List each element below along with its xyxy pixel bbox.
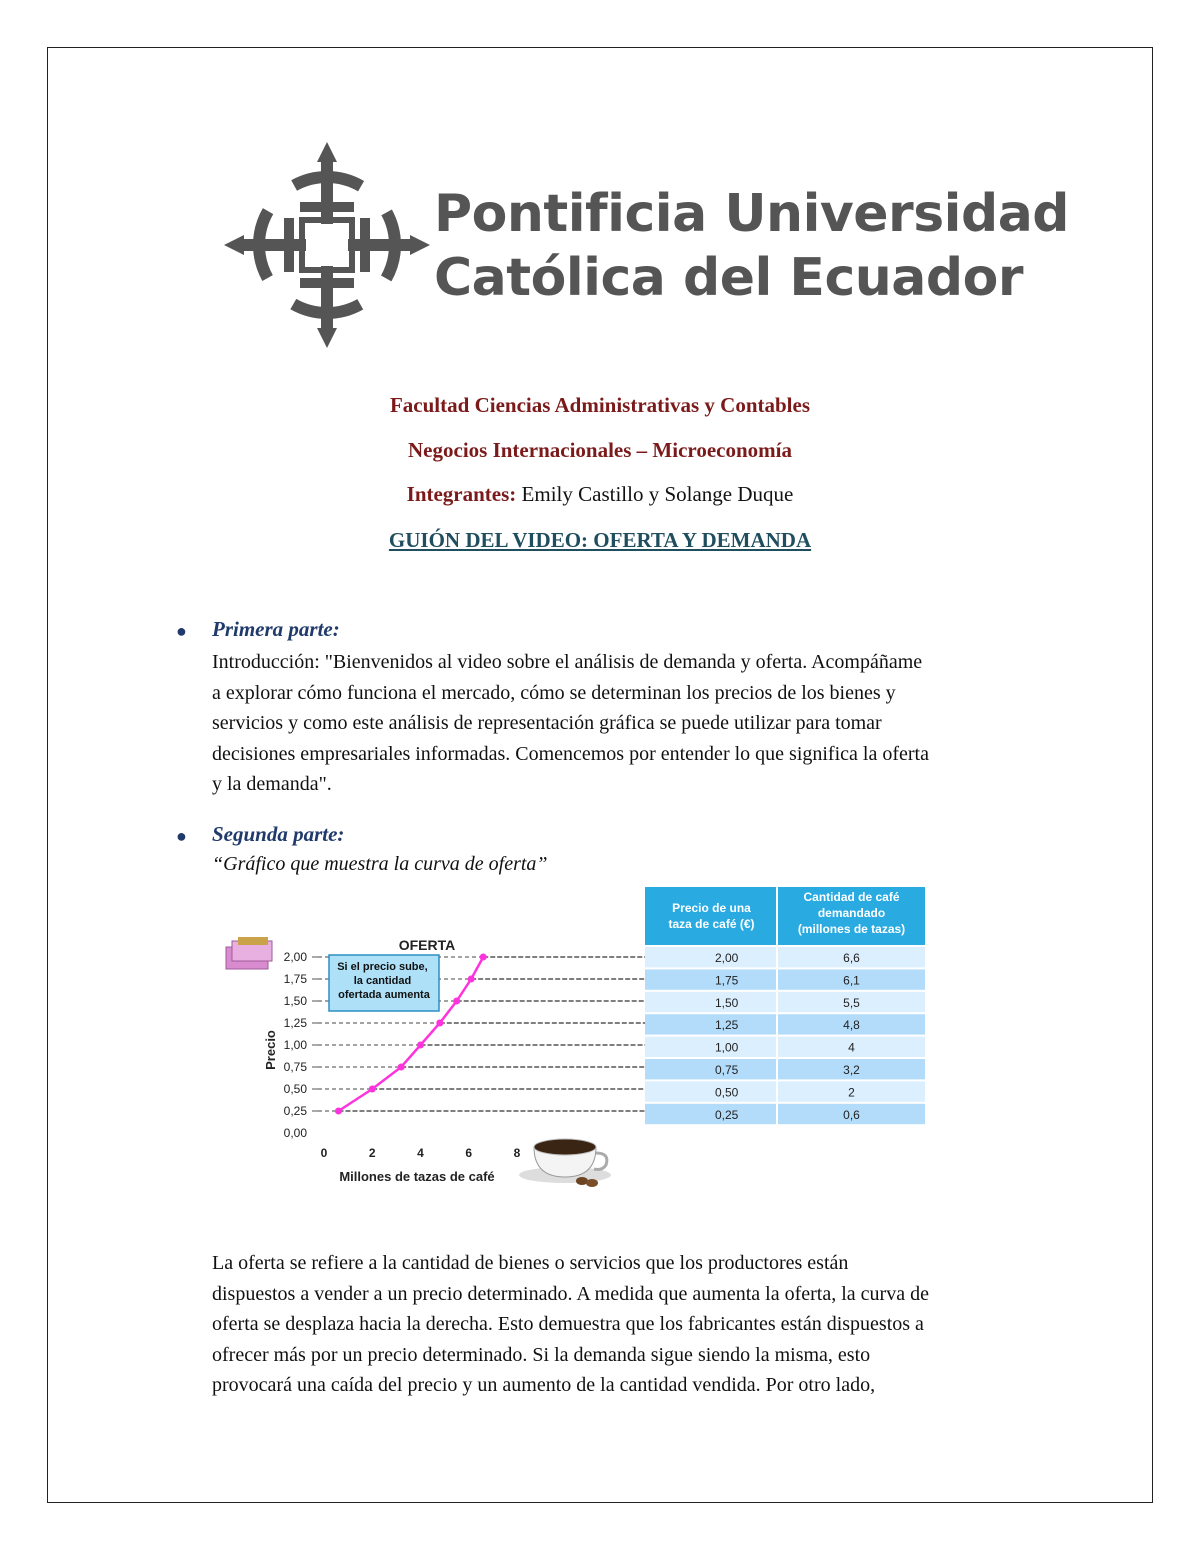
cross-emblem-icon	[222, 140, 432, 350]
table-price-cell: 1,25	[715, 1018, 739, 1033]
table-price-cell: 1,75	[715, 973, 739, 988]
chart-caption: “Gráfico que muestra la curva de oferta”	[212, 853, 548, 875]
table-header-cell	[645, 887, 776, 945]
text-line: dispuestos a vender a un precio determinado. A medida que aumenta la oferta, la curva de	[212, 1282, 929, 1305]
section-1-paragraph	[212, 647, 1072, 800]
y-tick-label: 1,75	[283, 972, 307, 986]
logo-line-1: Pontificia Universidad	[434, 184, 1070, 244]
table-quantity-cell: 5,5	[843, 995, 860, 1010]
table-row-cell	[645, 1104, 776, 1124]
text-line: Introducción: "Bienvenidos al video sobre el análisis de demanda y oferta. Acompáñame	[212, 651, 923, 673]
table-row-cell	[645, 1059, 776, 1079]
table-price-cell: 2,00	[715, 951, 739, 965]
faculty-name: Facultad Ciencias Administrativas y Contables	[389, 393, 811, 417]
x-tick-label: 2	[368, 1146, 376, 1160]
document-title: GUIÓN DEL VIDEO: OFERTA Y DEMANDA	[388, 528, 812, 552]
y-tick-label: 0,00	[283, 1126, 307, 1140]
y-tick-label: 0,25	[283, 1104, 307, 1118]
coffee-cup-icon	[519, 1139, 611, 1187]
table-price-cell: 0,75	[715, 1063, 739, 1077]
table-price-cell: 1,00	[715, 1040, 739, 1055]
bullet-icon: ●	[176, 621, 187, 641]
annotation-line: Si el precio sube,	[337, 961, 428, 973]
supply-chart	[212, 885, 942, 1190]
university-name	[434, 182, 1069, 310]
text-line: La oferta se refiere a la cantidad de bienes o servicios que los productores están	[212, 1252, 849, 1274]
supply-data-point	[398, 1064, 405, 1071]
annotation-line: la cantidad	[353, 975, 412, 987]
supply-data-point	[369, 1086, 376, 1093]
members-names: Emily Castillo y Solange Duque	[516, 482, 794, 506]
x-tick-label: 6	[465, 1146, 473, 1160]
y-tick-label: 0,75	[283, 1060, 307, 1074]
annotation-box	[329, 955, 439, 1011]
text-line: a explorar cómo funciona el mercado, cómo se determinan los precios de los bienes y	[212, 681, 896, 704]
bullet-icon: ●	[176, 826, 187, 846]
x-tick-label: 4	[417, 1146, 424, 1160]
text-line: y la demanda".	[212, 773, 332, 795]
x-tick-label: 0	[320, 1146, 328, 1160]
table-quantity-cell: 6,6	[843, 951, 860, 965]
y-tick-label: 0,50	[283, 1082, 307, 1096]
supply-data-point	[480, 954, 487, 961]
program-name: Negocios Internacionales – Microeconomía	[408, 438, 792, 462]
table-row-cell	[645, 1037, 776, 1057]
text-line: ofrecer más por un precio determinado. Si la demanda sigue siendo la misma, esto	[212, 1343, 871, 1366]
text-line: oferta se desplaza hacia la derecha. Esto demuestra que los fabricantes están dispuestos a	[212, 1313, 924, 1335]
table-quantity-cell: 4	[848, 1040, 855, 1055]
table-price-cell: 1,50	[715, 995, 739, 1010]
table-row-cell	[645, 969, 776, 989]
table-row-cell	[645, 1014, 776, 1034]
supply-data-point	[468, 976, 475, 983]
x-tick-label: 8	[513, 1146, 521, 1160]
y-tick-label: 2,00	[283, 950, 307, 964]
y-tick-label: 1,50	[283, 994, 307, 1008]
section-1-heading: Primera parte:	[212, 617, 340, 641]
y-axis-label: Precio	[263, 1030, 278, 1070]
table-row-cell	[645, 947, 776, 967]
table-quantity-cell: 3,2	[843, 1063, 860, 1077]
table-quantity-cell: 0,6	[843, 1107, 860, 1122]
supply-data-point	[417, 1042, 424, 1049]
text-line: servicios y como este análisis de representación gráfica se puede utilizar para tomar	[212, 712, 882, 734]
supply-data-point	[453, 998, 460, 1005]
text-line: provocará una caída del precio y un aumento de la cantidad vendida. Por otro lado,	[212, 1374, 876, 1396]
y-tick-label: 1,00	[283, 1038, 307, 1052]
table-quantity-cell: 4,8	[843, 1018, 860, 1033]
section-2-heading: Segunda parte:	[212, 822, 345, 846]
table-header-line: Cantidad de café	[803, 890, 900, 904]
table-row-cell	[645, 992, 776, 1012]
money-icon	[226, 937, 272, 969]
supply-data-point	[335, 1108, 342, 1115]
table-quantity-cell: 2	[848, 1085, 855, 1100]
supply-data-point	[436, 1020, 443, 1027]
table-header-line: taza de café (€)	[668, 917, 755, 931]
table-quantity-cell: 6,1	[843, 973, 860, 988]
text-line: decisiones empresariales informadas. Comencemos por entender lo que significa la oferta	[212, 742, 929, 765]
table-row-cell	[645, 1081, 776, 1101]
chart-title: OFERTA	[398, 937, 456, 953]
university-logo	[222, 140, 1070, 350]
section-2-paragraph	[212, 1248, 1072, 1401]
logo-line-2: Católica del Ecuador	[434, 248, 1023, 308]
annotation-line: ofertada aumenta	[338, 989, 430, 1001]
x-axis-label: Millones de tazas de café	[339, 1169, 495, 1184]
y-tick-label: 1,25	[283, 1016, 307, 1030]
members-line	[0, 482, 1200, 507]
members-label: Integrantes:	[406, 482, 517, 506]
table-price-cell: 0,50	[715, 1085, 739, 1100]
table-header-line: Precio de una	[672, 901, 751, 915]
table-price-cell: 0,25	[715, 1107, 739, 1122]
table-header-line: (millones de tazas)	[797, 922, 906, 936]
supply-chart-svg	[212, 885, 942, 1190]
table-header-line: demandado	[817, 906, 886, 920]
